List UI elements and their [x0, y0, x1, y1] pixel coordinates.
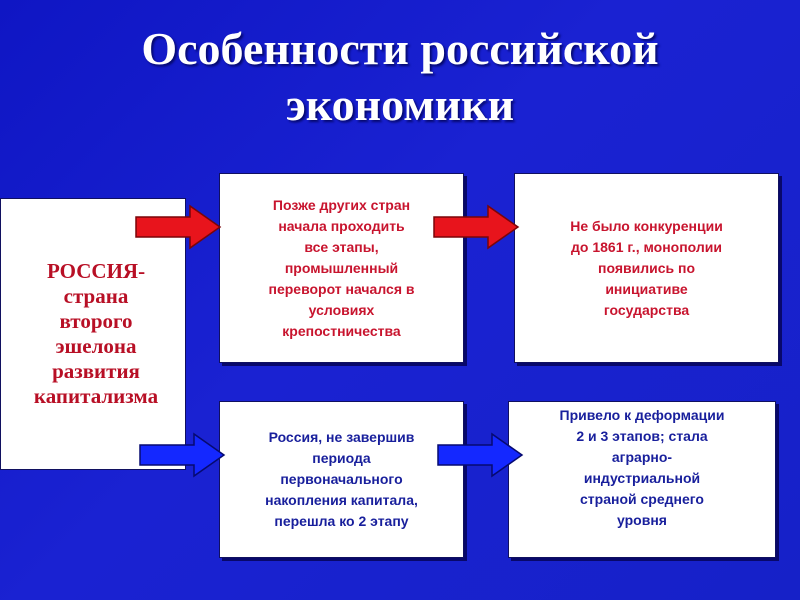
- top-left-box: [219, 173, 464, 363]
- top-right-box: [514, 173, 779, 363]
- bottom-left-box-text: Россия, не завершив периода первоначального накопления капитала, перешла ко 2 этапу: [265, 429, 418, 529]
- red-arrow-right-icon: [134, 204, 224, 250]
- bottom-right-box-text: Привело к деформации 2 и 3 этапов; стала аграрно- индустриальной страной среднего уровня: [559, 407, 725, 528]
- slide-title-line-2: экономики: [285, 79, 515, 130]
- red-arrow-right-icon: [432, 204, 522, 250]
- russia-box-text: РОССИЯ- страна второго эшелона развития капитализма: [33, 259, 159, 408]
- top-right-box-text: Не было конкуренции до 1861 г., монополии появились по инициативе государства: [570, 217, 723, 318]
- blue-arrow-right-icon: [138, 432, 228, 478]
- bottom-right-box: [508, 401, 776, 558]
- top-left-box-text: Позже других стран начала проходить все этапы, промышленный переворот начался в условиях крепостничества: [268, 196, 415, 339]
- slide-title-line-1: Особенности российской: [141, 23, 659, 74]
- bottom-left-box: [219, 401, 464, 558]
- blue-arrow-right-icon: [436, 432, 526, 478]
